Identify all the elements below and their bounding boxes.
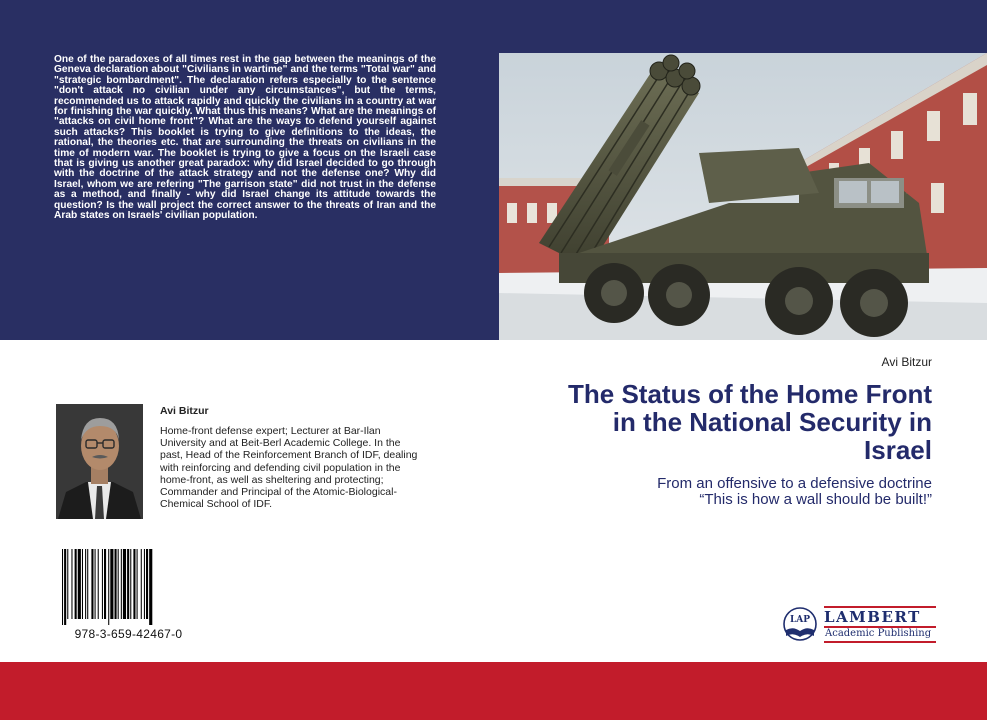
subtitle-line-2: “This is how a wall should be built!” <box>699 491 932 508</box>
lap-emblem-text: LAP <box>789 615 811 625</box>
barcode-bar <box>110 549 113 619</box>
barcode-bar <box>62 549 63 625</box>
barcode-bar <box>127 549 129 619</box>
author-portrait <box>56 404 143 519</box>
barcode-bar <box>82 549 83 619</box>
barcode-bar <box>85 549 86 619</box>
barcode-bar <box>149 549 152 625</box>
barcode-bar <box>64 549 66 625</box>
barcode-bar <box>130 549 131 619</box>
barcode-bar <box>102 549 103 619</box>
barcode-bar <box>108 549 109 625</box>
barcode-bar <box>146 549 148 619</box>
book-title: The Status of the Home Front in the National Security in Israel <box>568 379 932 465</box>
barcode-bar <box>87 549 88 619</box>
bio-author-name: Avi Bitzur <box>160 405 209 417</box>
barcode-bar <box>95 549 96 619</box>
barcode-bar <box>78 549 81 619</box>
subtitle-line-1: From an offensive to a defensive doctrine <box>657 475 932 492</box>
publisher-logo <box>780 606 940 644</box>
barcode-bar <box>118 549 119 619</box>
cover-photo-rocket-launcher <box>499 53 987 340</box>
front-author-name: Avi Bitzur <box>881 355 932 369</box>
barcode-bar <box>133 549 135 619</box>
barcode-bar <box>141 549 142 619</box>
publisher-name: LAMBERT <box>824 608 921 626</box>
barcode-bar <box>71 549 72 619</box>
barcode-bar <box>75 549 77 619</box>
barcode-bar <box>123 549 126 619</box>
publisher-subtitle: Academic Publishing <box>825 628 932 639</box>
barcode-bar <box>137 549 138 619</box>
isbn-number: 978-3-659-42467-0 <box>74 627 183 641</box>
back-cover-blurb: One of the paradoxes of all times rest in the gap between the meanings of the Geneva declaration about "Civilians in wartime" and the terms "Total war" and "strategic bombardment". The declaration refers especially to the sentence "don't attack no civilian under any circumstances", but the terms, recommended us to attack rapidly and quickly the civilians in a country at war for finishing the war quickly. What thus this means? What are the meanings of "attacks on civil home front"? What are the ways to defend yourself against such attacks? This booklet is trying to give definitions to the ideas, the rational, the theories etc. that are surrounding the threats on civilians in the time of modern war. The booklet is trying to give a focus on the Israeli case that is giving us another great paradox: why did Israel decided to go through with the doctrine of the attack strategy and not the defense one? Why did Israel, whom we are refering "The garrison state" did not trust in the defense as a method, and finally - why did Israel change its attitude towards the question? Is the wall project the correct answer to the threats of Iran and the Arab states on Israels' civilian population. <box>54 54 436 222</box>
book-subtitle <box>532 476 932 508</box>
barcode-bar <box>67 549 68 619</box>
barcode-bar <box>121 549 122 619</box>
barcode-bar <box>115 549 117 619</box>
barcode-bar <box>144 549 145 619</box>
publisher-rule-bottom <box>824 641 936 643</box>
lap-book-emblem-icon <box>780 606 820 644</box>
barcode-bar <box>98 549 99 619</box>
cover-footer-band <box>0 662 987 720</box>
barcode-bar <box>91 549 93 619</box>
author-bio: Home-front defense expert; Lecturer at Bar-Ilan University and at Beit-Berl Academic College. In the past, Head of the Reinforcement Branch of IDF, dealing with reinforcing and defending civil population in the home-front, as well as sheltering and protecting; Commander and Principal of the Atomic-Biological-Chemical School of IDF. <box>160 425 418 511</box>
isbn-barcode <box>60 549 197 625</box>
barcode-bar <box>104 549 106 619</box>
